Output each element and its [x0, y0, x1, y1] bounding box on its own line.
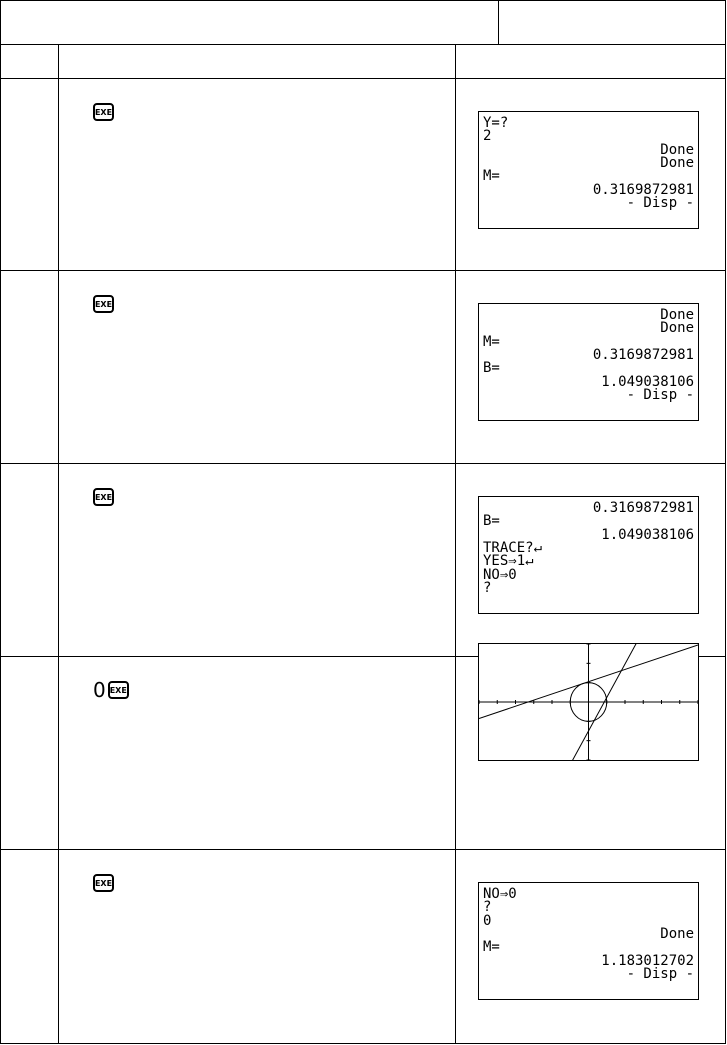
screen-line: - Disp -	[626, 195, 694, 211]
row-divider-1	[1, 270, 725, 271]
screen-line: 0	[483, 913, 492, 929]
graph-screen	[478, 643, 699, 761]
calc-screen-1	[478, 111, 699, 229]
exe-key-icon[interactable]: EXE	[93, 295, 114, 313]
screen-line: 1.183012702	[601, 953, 694, 969]
screen-line: - Disp -	[626, 966, 694, 982]
graph-plot	[479, 644, 698, 760]
screen-line: 0.3169872981	[592, 182, 694, 198]
title-bar	[0, 0, 726, 45]
screen-line: YES⇒1↵	[483, 553, 534, 569]
exe-key-icon[interactable]: EXE	[108, 681, 129, 699]
screen-line: Done	[660, 926, 694, 942]
column-divider-step	[58, 45, 59, 1043]
calc-screen-2	[478, 303, 699, 421]
screen-line: Done	[660, 155, 694, 171]
calc-screen-3	[478, 496, 699, 614]
row-divider-2	[1, 463, 725, 464]
step-4-keys	[93, 678, 129, 702]
screen-line: Y=?	[483, 115, 509, 131]
step-2-keys	[93, 295, 114, 313]
calc-screen-5	[478, 882, 699, 1000]
screen-line: 2	[483, 128, 492, 144]
screen-line: ?	[483, 580, 492, 596]
screen-line: 1.049038106	[601, 374, 694, 390]
screen-line: 0.3169872981	[592, 347, 694, 363]
screen-line: M=	[483, 334, 500, 350]
step-1-keys	[93, 103, 114, 121]
screen-line: NO⇒0	[483, 567, 517, 583]
step-5-keys	[93, 874, 114, 892]
exe-key-icon[interactable]: EXE	[93, 103, 114, 121]
row-divider-4	[1, 849, 725, 850]
screen-line: 0.3169872981	[592, 500, 694, 516]
screen-line: Done	[660, 307, 694, 323]
screen-line: - Disp -	[626, 387, 694, 403]
title-divider	[498, 1, 499, 44]
zero-key[interactable]: 0	[93, 678, 106, 702]
screen-line: M=	[483, 168, 500, 184]
screen-line: Done	[660, 142, 694, 158]
screen-line: B=	[483, 360, 500, 376]
step-3-keys	[93, 488, 114, 506]
screen-line: NO⇒0	[483, 886, 517, 902]
screen-line: Done	[660, 320, 694, 336]
header-row-divider	[1, 78, 725, 79]
exe-key-icon[interactable]: EXE	[93, 488, 114, 506]
screen-line: TRACE?↵	[483, 540, 543, 556]
screen-line: ?	[483, 899, 492, 915]
column-divider-display	[455, 45, 456, 1043]
exe-key-icon[interactable]: EXE	[93, 874, 114, 892]
screen-line: B=	[483, 513, 500, 529]
screen-line: M=	[483, 939, 500, 955]
screen-line: 1.049038106	[601, 527, 694, 543]
